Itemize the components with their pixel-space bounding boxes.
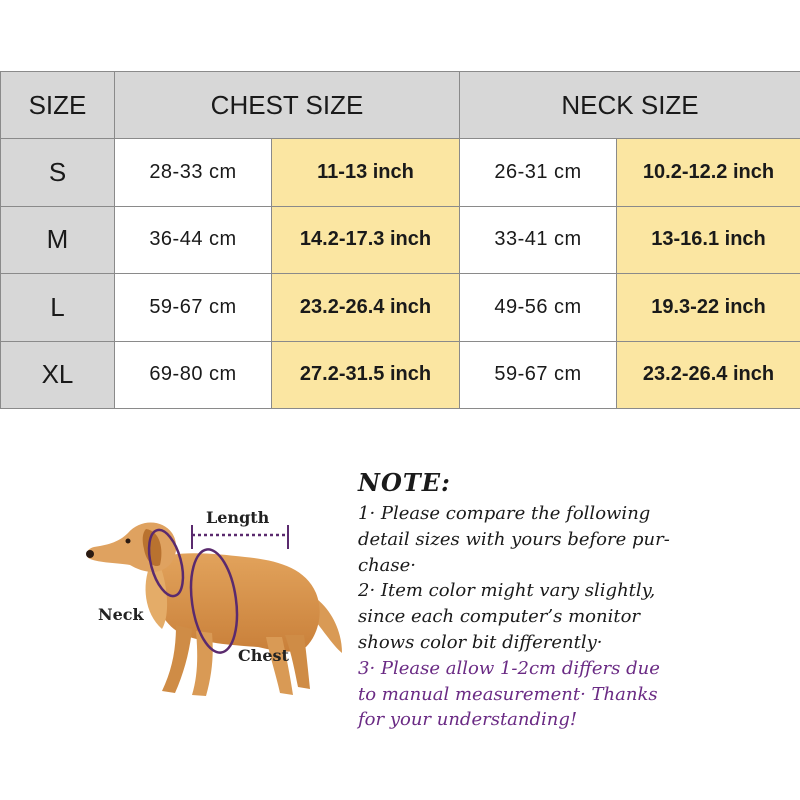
neck-inch-cell: 23.2-26.4 inch — [617, 341, 800, 408]
table-row-m — [1, 206, 800, 273]
note-line: to manual measurement· Thanks — [358, 683, 658, 705]
chest-cm-cell: 69-80 cm — [115, 341, 272, 408]
chest-inch-cell: 23.2-26.4 inch — [272, 274, 460, 341]
header-size: SIZE — [1, 72, 115, 139]
chest-inch-cell: 27.2-31.5 inch — [272, 341, 460, 408]
size-cell: L — [1, 274, 115, 341]
header-chest-size: CHEST SIZE — [115, 72, 460, 139]
chest-label: Chest — [238, 646, 289, 665]
size-cell: XL — [1, 341, 115, 408]
chest-cm-cell: 36-44 cm — [115, 206, 272, 273]
note-title: NOTE: — [358, 468, 451, 497]
note-line: shows color bit differently· — [358, 631, 603, 653]
dog-measurement-diagram — [80, 505, 350, 705]
chest-inch-cell: 11-13 inch — [272, 139, 460, 206]
neck-cm-cell: 26-31 cm — [460, 139, 617, 206]
table-row-s — [1, 139, 800, 206]
size-cell: S — [1, 139, 115, 206]
note-line: chase· — [358, 554, 417, 576]
neck-inch-cell: 10.2-12.2 inch — [617, 139, 800, 206]
chest-cm-cell: 28-33 cm — [115, 139, 272, 206]
header-neck-size: NECK SIZE — [460, 72, 800, 139]
neck-cm-cell: 49-56 cm — [460, 274, 617, 341]
neck-cm-cell: 59-67 cm — [460, 341, 617, 408]
size-cell: M — [1, 206, 115, 273]
table-row-xl — [1, 341, 800, 408]
note-line: 1· Please compare the following — [358, 503, 651, 524]
neck-label: Neck — [98, 605, 144, 624]
chest-cm-cell: 59-67 cm — [115, 274, 272, 341]
length-label: Length — [206, 508, 270, 527]
note-line: 2· Item color might vary slightly, — [358, 580, 656, 602]
neck-inch-cell: 13-16.1 inch — [617, 206, 800, 273]
note-line: for your understanding! — [358, 709, 578, 731]
note-line: detail sizes with yours before pur- — [358, 528, 670, 550]
table-row-l — [1, 274, 800, 341]
chest-inch-cell: 14.2-17.3 inch — [272, 206, 460, 273]
note-block — [358, 468, 778, 733]
neck-inch-cell: 19.3-22 inch — [617, 274, 800, 341]
table-header-row — [1, 72, 800, 139]
note-line: 3· Please allow 1-2cm differs due — [358, 657, 660, 679]
note-line: since each computer’s monitor — [358, 606, 641, 628]
neck-cm-cell: 33-41 cm — [460, 206, 617, 273]
size-chart-table — [0, 71, 800, 409]
